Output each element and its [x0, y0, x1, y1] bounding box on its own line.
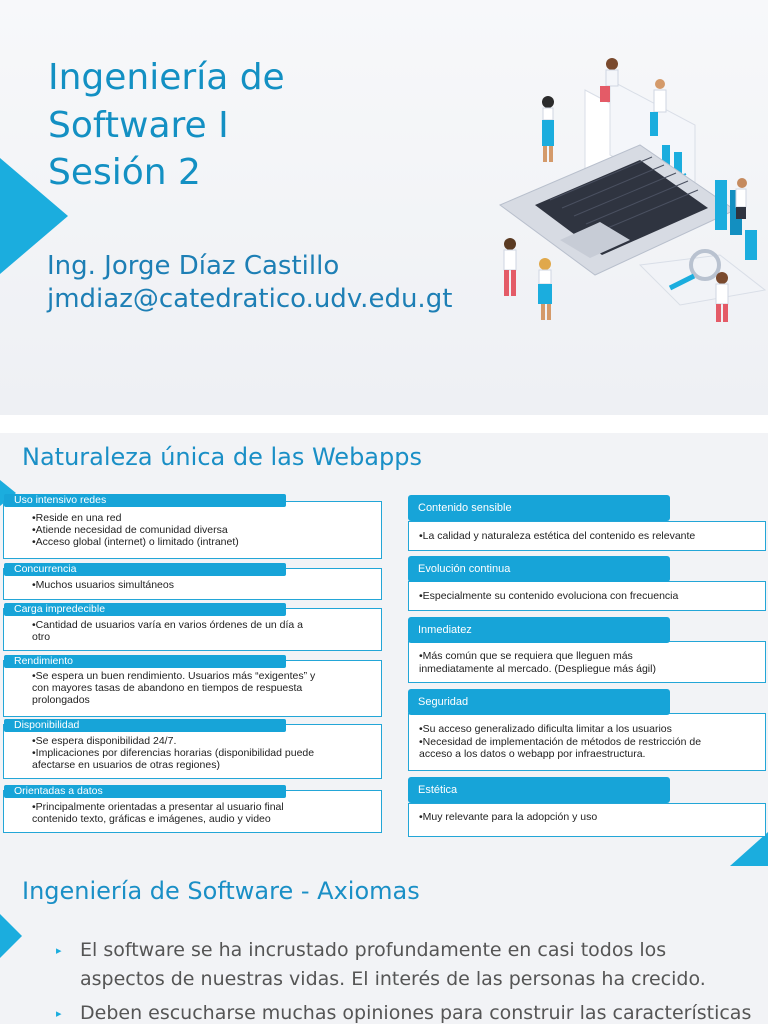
laptop-team-illustration: [490, 50, 768, 330]
list-item: con mayores tasas de abandono en tiempos de respuesta: [32, 682, 303, 694]
card-body: [32, 801, 284, 825]
list-item: •Necesidad de implementación de métodos de restricción de: [419, 735, 702, 748]
bullet-line: El software se ha incrustado profundamente en casi todos los: [80, 939, 667, 961]
card-contenido-sensible-label: Contenido sensible: [408, 495, 670, 521]
list-item: •Muy relevante para la adopción y uso: [419, 811, 598, 823]
bullet-item: [56, 999, 752, 1024]
card-inmediatez-label: Inmediatez: [408, 617, 670, 643]
list-item: •Reside en una red: [32, 512, 122, 524]
card-evolucion-label: Evolución continua: [408, 556, 670, 582]
list-item: •Acceso global (internet) o limitado (intranet): [32, 536, 239, 548]
list-item: •Se espera disponibilidad 24/7.: [32, 735, 177, 747]
card-orientadas-datos: [3, 785, 382, 833]
slide-title: Ingeniería de Software - Axiomas: [22, 877, 420, 905]
list-item: otro: [32, 631, 51, 643]
card-label: Carga impredecible: [4, 603, 286, 616]
card-label: Rendimiento: [4, 655, 286, 668]
slide-title: Naturaleza única de las Webapps: [22, 443, 422, 471]
axiomas-slide: [0, 866, 768, 1024]
card-body: [32, 735, 314, 771]
slide-title-line-1: Ingeniería de: [48, 57, 285, 98]
card-label: Concurrencia: [4, 563, 286, 576]
card-body: [32, 670, 315, 706]
card-estetica-body: [408, 803, 766, 837]
card-label: Orientadas a datos: [4, 785, 286, 798]
card-concurrencia: [3, 563, 382, 600]
corner-triangle: [730, 832, 768, 866]
card-body: [32, 579, 174, 591]
list-item: •Se espera un buen rendimiento. Usuarios más “exigentes” y: [32, 670, 316, 682]
slide-title-line-2: Software I: [48, 105, 229, 146]
card-rendimiento: [3, 655, 382, 717]
list-item: •Más común que se requiera que lleguen más: [419, 650, 633, 662]
list-item: •Especialmente su contenido evoluciona con frecuencia: [419, 590, 679, 602]
card-carga: [3, 603, 382, 651]
list-item: •Principalmente orientadas a presentar al usuario final: [32, 801, 284, 813]
title-slide: [0, 0, 768, 415]
card-uso-intensivo: [3, 494, 382, 559]
card-label: Disponibilidad: [4, 719, 286, 732]
list-item: •Implicaciones por diferencias horarias (disponibilidad puede: [32, 747, 315, 759]
card-body: [32, 619, 303, 643]
card-estetica-label: Estética: [408, 777, 670, 803]
list-item: •La calidad y naturaleza estética del contenido es relevante: [419, 530, 696, 542]
bullet-line: aspectos de nuestras vidas. El interés de las personas ha crecido.: [80, 968, 706, 990]
list-item: •Atiende necesidad de comunidad diversa: [32, 524, 228, 536]
list-item: acceso a los datos o webapp por infraestructura.: [419, 748, 646, 760]
bullet-text: [80, 936, 706, 994]
author-name: Ing. Jorge Díaz Castillo: [47, 251, 340, 281]
card-evolucion-body: [408, 581, 766, 611]
list-item: inmediatamente al mercado. (Despliegue más ágil): [419, 662, 656, 675]
accent-triangle: [0, 914, 22, 958]
list-item: •Muchos usuarios simultáneos: [32, 579, 174, 591]
bullet-item: [56, 936, 746, 994]
card-inmediatez-body: [408, 641, 766, 683]
webapps-slide: [0, 433, 768, 866]
bullet-marker-icon: ▸: [56, 1007, 62, 1020]
card-disponibilidad: [3, 719, 382, 779]
card-body: [32, 512, 239, 548]
author-email: jmdiaz@catedratico.udv.edu.gt: [47, 284, 453, 314]
slide-title-line-3: Sesión 2: [48, 152, 201, 193]
bullet-text: Deben escucharse muchas opiniones para construir las características: [80, 1002, 752, 1024]
list-item: afectarse en usuarios de otras regiones): [32, 759, 220, 771]
bullet-marker-icon: ▸: [56, 944, 62, 957]
list-item: prolongados: [32, 694, 90, 706]
list-item: •Cantidad de usuarios varía en varios órdenes de un día a: [32, 619, 304, 631]
card-label: Uso intensivo redes: [4, 494, 286, 507]
card-contenido-sensible-body: [408, 521, 766, 551]
list-item: contenido texto, gráficas e imágenes, audio y video: [32, 813, 271, 825]
card-seguridad-label: Seguridad: [408, 689, 670, 715]
card-seguridad-body: [408, 713, 766, 771]
list-item: •Su acceso generalizado dificulta limitar a los usuarios: [419, 723, 672, 735]
